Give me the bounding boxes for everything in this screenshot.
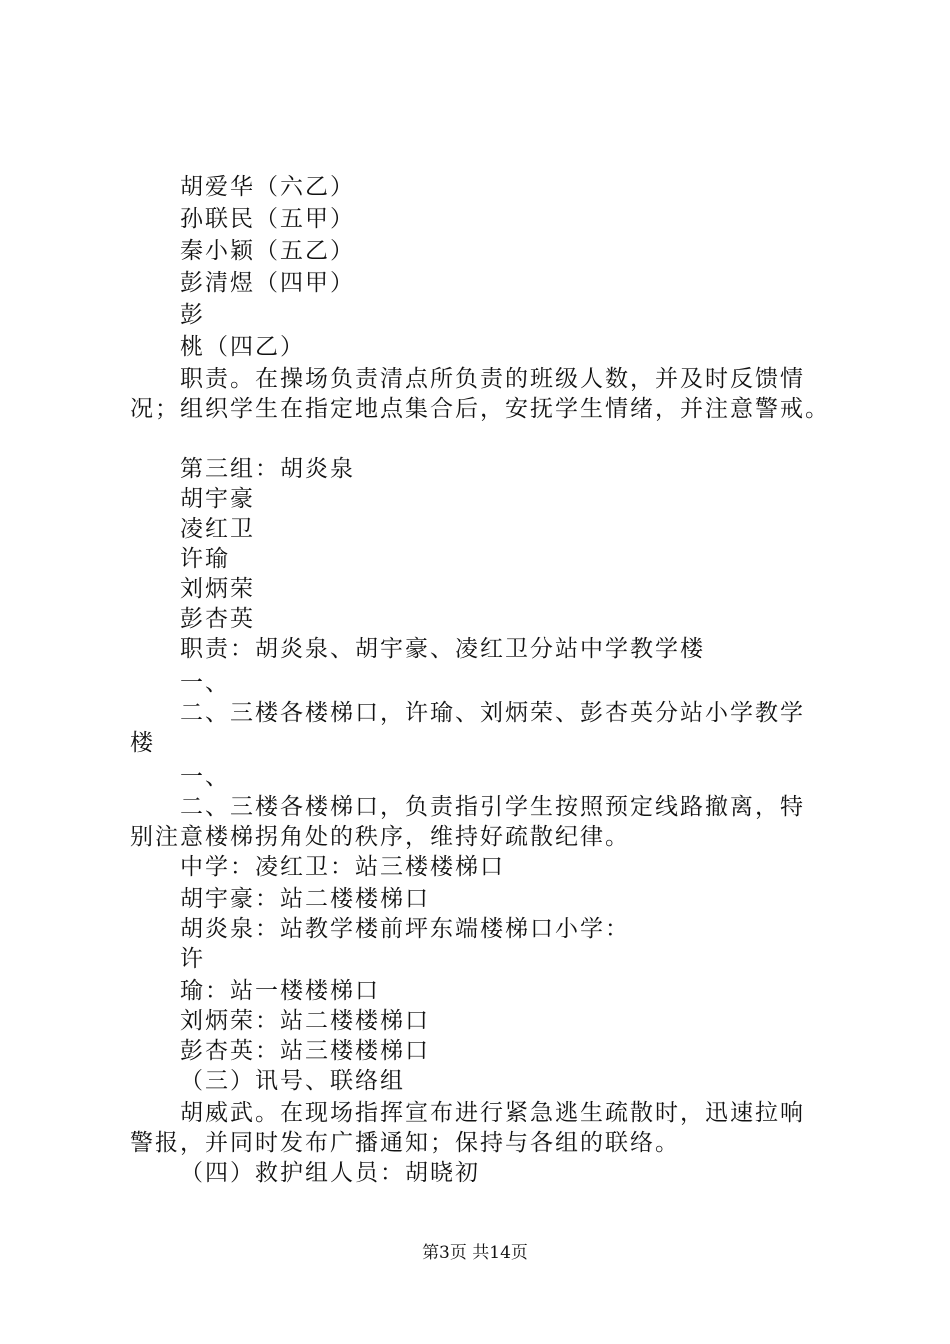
- text-line: 刘炳荣：站二楼楼梯口: [180, 1008, 430, 1034]
- text-line: 一、: [180, 764, 230, 790]
- text-line: 楼: [130, 730, 155, 756]
- text-line: 秦小颖（五乙）: [180, 238, 355, 264]
- text-line: 彭: [180, 302, 205, 328]
- text-line: 职责。在操场负责清点所负责的班级人数，并及时反馈情: [180, 366, 805, 392]
- text-line: 孙联民（五甲）: [180, 206, 355, 232]
- section-heading: （四）救护组人员：胡晓初: [180, 1160, 480, 1186]
- text-line: 胡宇豪：站二楼楼梯口: [180, 886, 430, 912]
- section-heading: （三）讯号、联络组: [180, 1068, 405, 1094]
- text-line: 桃（四乙）: [180, 334, 305, 360]
- text-line: 二、三楼各楼梯口，许瑜、刘炳荣、彭杏英分站小学教学: [180, 700, 805, 726]
- text-line: 彭清煜（四甲）: [180, 270, 355, 296]
- text-line: 凌红卫: [180, 516, 255, 542]
- text-line: 彭杏英: [180, 606, 255, 632]
- text-line: 彭杏英：站三楼楼梯口: [180, 1038, 430, 1064]
- text-line: 许瑜: [180, 546, 230, 572]
- text-line: 胡威武。在现场指挥宣布进行紧急逃生疏散时，迅速拉响: [180, 1100, 805, 1126]
- text-line: 警报，并同时发布广播通知；保持与各组的联络。: [130, 1130, 680, 1156]
- text-line: 许: [180, 946, 205, 972]
- text-line: 职责：胡炎泉、胡宇豪、凌红卫分站中学教学楼: [180, 636, 705, 662]
- page-footer: [0, 1242, 950, 1264]
- section-heading: 第三组：胡炎泉: [180, 456, 355, 482]
- text-line: 一、: [180, 670, 230, 696]
- text-line: 瑜：站一楼楼梯口: [180, 978, 380, 1004]
- text-line: 刘炳荣: [180, 576, 255, 602]
- page-number: 第3页 共14页: [422, 1243, 528, 1263]
- text-line: 胡宇豪: [180, 486, 255, 512]
- text-line: 二、三楼各楼梯口，负责指引学生按照预定线路撤离，特: [180, 794, 805, 820]
- text-line: 胡炎泉：站教学楼前坪东端楼梯口小学：: [180, 916, 630, 942]
- text-line: 况；组织学生在指定地点集合后，安抚学生情绪，并注意警戒。: [130, 396, 830, 422]
- text-line: 别注意楼梯拐角处的秩序，维持好疏散纪律。: [130, 824, 630, 850]
- text-line: 胡爱华（六乙）: [180, 174, 355, 200]
- text-line: 中学：凌红卫：站三楼楼梯口: [180, 854, 505, 880]
